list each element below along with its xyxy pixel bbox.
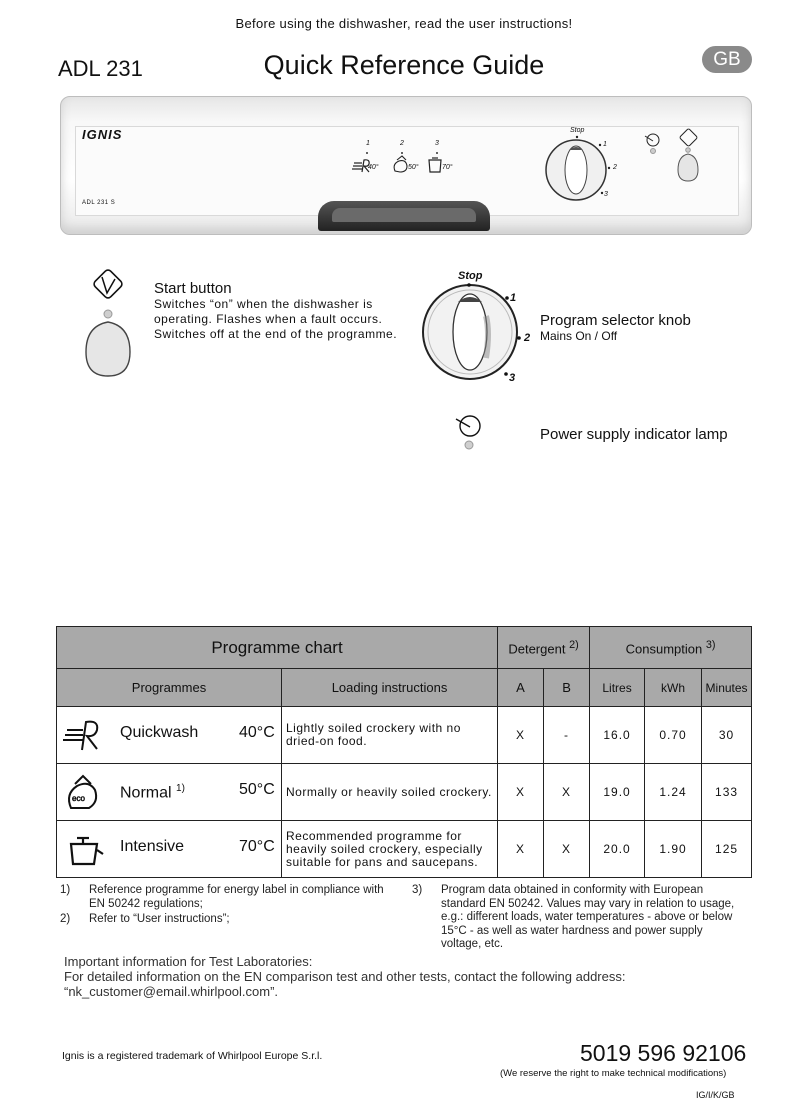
chart-subheader-row (57, 669, 752, 707)
footnote-2-label: 2) (60, 913, 71, 925)
normal-eco-icon (394, 156, 407, 172)
knob-stop-label: Stop (458, 270, 483, 282)
modification-notice: (We reserve the right to make technical modifications) (500, 1068, 727, 1079)
footnote-line: Reference programme for energy label in compliance with (89, 884, 384, 896)
detergent-a-value: X (498, 707, 544, 764)
col-detergent-b: B (544, 669, 590, 707)
footnote-line: standard EN 50242. Values may vary in relation to usage, (441, 897, 735, 910)
loading-instructions: Recommended programme for heavily soiled crockery, especially suitable for pans and saucepans. (282, 821, 498, 878)
footnote-line: EN 50242 regulations; (89, 897, 203, 910)
panel-knob-pos: 3 (604, 191, 608, 198)
footnote-1-text (89, 884, 409, 911)
programme-note: 1) (176, 783, 185, 794)
col-programmes: Programmes (57, 669, 282, 707)
litres-value: 16.0 (590, 707, 645, 764)
brand-logo: IGNIS (82, 127, 123, 142)
important-line: For detailed information on the EN comparison test and other tests, contact the following address: (64, 969, 626, 984)
kwh-value: 1.24 (645, 764, 702, 821)
programme-temp: 70°C (239, 838, 275, 855)
model-number: ADL 231 (58, 56, 143, 81)
loading-instructions: Lightly soiled crockery with no dried-on food. (282, 707, 498, 764)
knob-position-label: 3 (509, 372, 516, 384)
start-button-description (154, 297, 397, 342)
quickwash-icon (63, 718, 105, 752)
detergent-b-value: X (544, 764, 590, 821)
door-handle-inner (332, 208, 476, 222)
detergent-note: 2) (569, 638, 579, 651)
power-lamp-illustration (452, 410, 492, 455)
footnote-line: 15°C - as well as water hardness and power supply (441, 924, 703, 937)
panel-knob-pos: 2 (613, 164, 617, 171)
intensive-pan-icon (63, 830, 105, 868)
normal-eco-icon (63, 772, 105, 812)
knob-position-label: 2 (524, 332, 531, 344)
programme-temp: 40°C (239, 724, 275, 741)
consumption-label: Consumption (625, 641, 703, 657)
programme-name: Quickwash (120, 724, 199, 741)
door-handle (318, 201, 490, 231)
minutes-value: 133 (702, 764, 752, 821)
table-row (57, 707, 752, 764)
page-title: Quick Reference Guide (263, 50, 545, 80)
country-badge: GB (702, 46, 752, 73)
start-icon (92, 268, 123, 299)
programme-cell (57, 821, 282, 878)
quickwash-icon (352, 160, 369, 172)
panel-model-label: ADL 231 S (82, 200, 116, 206)
chart-title: Programme chart (57, 627, 498, 669)
kwh-value: 1.90 (645, 821, 702, 878)
panel-program-number: 2 (400, 140, 404, 147)
loading-instructions: Normally or heavily soiled crockery. (282, 764, 498, 821)
detergent-a-value: X (498, 764, 544, 821)
minutes-value: 30 (702, 707, 752, 764)
important-info (64, 954, 625, 999)
programme-temp: 50°C (239, 781, 275, 798)
knob-subtitle: Mains On / Off (540, 329, 618, 343)
col-litres: Litres (590, 669, 645, 707)
col-loading: Loading instructions (282, 669, 498, 707)
footnote-line: Program data obtained in conformity with European (441, 884, 704, 896)
footnote-3-text (441, 884, 761, 952)
consumption-note: 3) (705, 638, 716, 651)
kwh-value: 0.70 (645, 707, 702, 764)
detergent-header (498, 627, 590, 669)
table-row (57, 821, 752, 878)
footnote-line: voltage, etc. (441, 938, 504, 950)
important-line: “nk_customer@email.whirlpool.com”. (64, 984, 279, 999)
panel-program-number: 3 (435, 140, 439, 147)
programme-name-text: Normal (120, 784, 172, 802)
description-line: Switches “on” when the dishwasher is (154, 297, 373, 311)
panel-knob-stop: Stop (570, 127, 585, 134)
panel-knob-pos: 1 (603, 141, 607, 148)
footnote-1-label: 1) (60, 884, 71, 896)
detergent-label: Detergent (508, 641, 566, 657)
program-selector-knob (410, 266, 535, 391)
svg-text:eco: eco (72, 794, 85, 803)
col-detergent-a: A (498, 669, 544, 707)
knob-title: Program selector knob (540, 312, 691, 329)
detergent-a-value: X (498, 821, 544, 878)
programme-name (120, 783, 185, 802)
language-codes: IG/I/K/GB (696, 1090, 735, 1100)
programme-cell (57, 764, 282, 821)
knob-position-label: 1 (510, 292, 517, 304)
table-row (57, 764, 752, 821)
chart-header-row (57, 627, 752, 669)
important-line: Important information for Test Laboratories: (64, 954, 313, 969)
programme-name: Intensive (120, 838, 185, 855)
panel-temp-label: 40° (368, 164, 379, 171)
litres-value: 19.0 (590, 764, 645, 821)
trademark-notice: Ignis is a registered trademark of Whirlpool Europe S.r.l. (62, 1050, 323, 1062)
description-line: Switches off at the end of the programme. (154, 327, 398, 341)
start-button-illustration (80, 268, 140, 388)
document-code: 5019 596 92106 (580, 1040, 747, 1066)
panel-lamp-and-start (640, 128, 710, 188)
minutes-value: 125 (702, 821, 752, 878)
footnote-2-text: Refer to “User instructions”; (89, 913, 230, 925)
footnote-3-label: 3) (412, 884, 423, 896)
col-kwh: kWh (645, 669, 702, 707)
col-minutes: Minutes (702, 669, 752, 707)
programme-chart (56, 626, 752, 878)
start-button-title: Start button (154, 280, 232, 297)
power-lamp-icon (456, 416, 480, 436)
panel-temp-label: 70° (442, 164, 453, 171)
description-line: operating. Flashes when a fault occurs. (154, 312, 383, 326)
consumption-header (590, 627, 752, 669)
intensive-icon (429, 158, 441, 172)
power-lamp-title: Power supply indicator lamp (540, 426, 728, 443)
litres-value: 20.0 (590, 821, 645, 878)
panel-program-number: 1 (366, 140, 370, 147)
programme-cell (57, 707, 282, 764)
panel-temp-label: 50° (408, 164, 419, 171)
footnote-line: e.g.: different loads, water temperatures - above or below (441, 911, 733, 923)
header-note: Before using the dishwasher, read the user instructions! (235, 16, 573, 31)
detergent-b-value: - (544, 707, 590, 764)
detergent-b-value: X (544, 821, 590, 878)
